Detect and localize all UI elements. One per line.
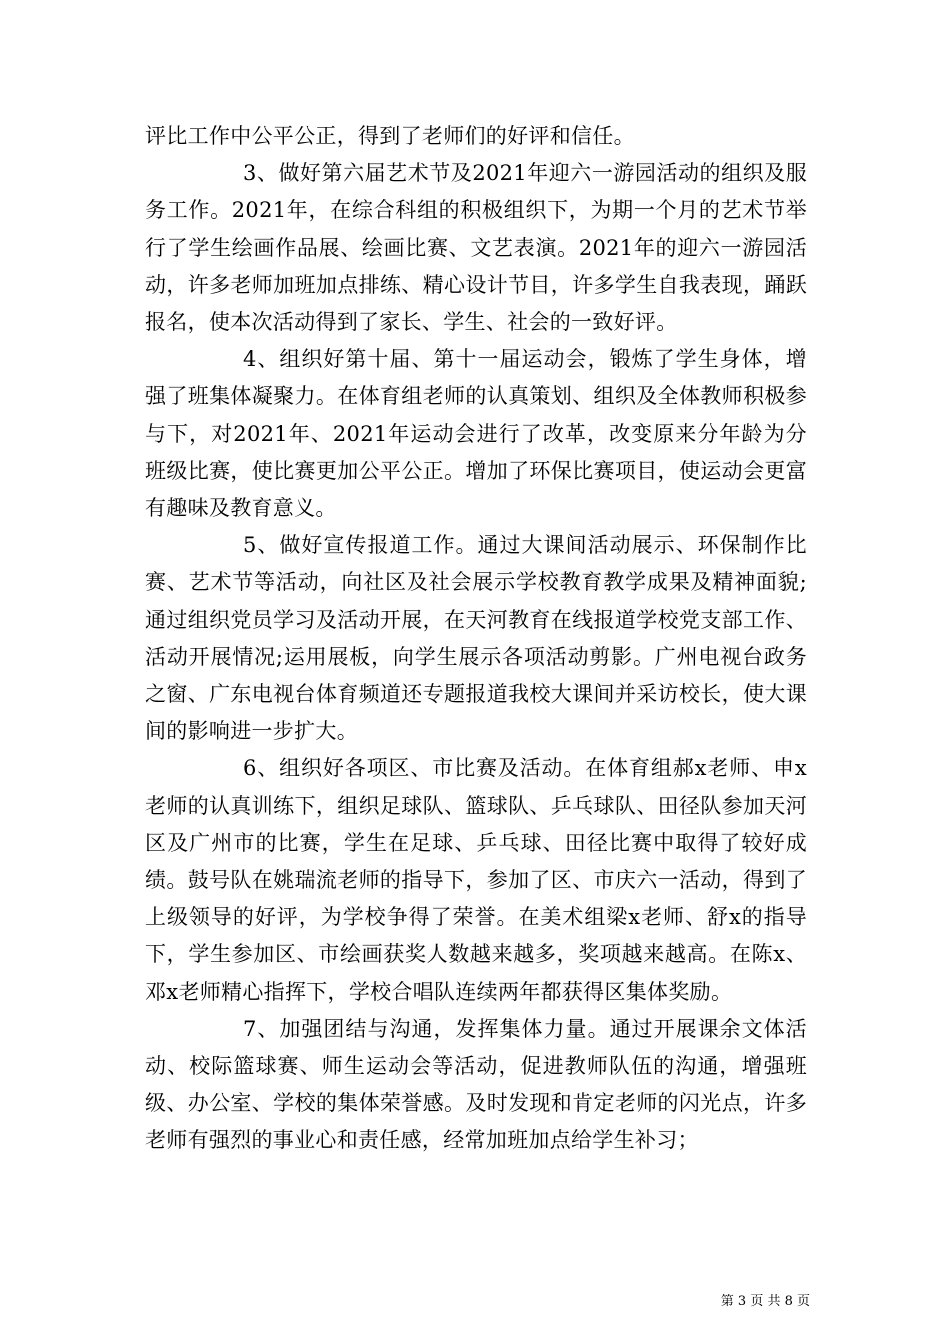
paragraph-item-6: 6、组织好各项区、市比赛及活动。在体育组郝x老师、申x老师的认真训练下，组织足球队、篮球队、乒乓球队、田径队参加天河区及广州市的比赛，学生在足球、乒乓球、田径比赛中取得了较好成绩。鼓号队在姚瑞流老师的指导下，参加了区、市庆六一活动，得到了上级领导的好评，为学校争得了荣誉。在美术组梁x老师、舒x的指导下，学生参加区、市绘画获奖人数越来越多，奖项越来越高。在陈x、邓x老师精心指挥下，学校合唱队连续两年都获得区集体奖励。: [145, 756, 807, 1004]
page-number-footer: 第 3 页 共 8 页: [720, 1294, 810, 1309]
paragraph-item-4: 4、组织好第十届、第十一届运动会，锻炼了学生身体，增强了班集体凝聚力。在体育组老师的认真策划、组织及全体教师积极参与下，对2021年、2021年运动会进行了改革，改变原来分年龄为分班级比赛，使比赛更加公平公正。增加了环保比赛项目，使运动会更富有趣味及教育意义。: [145, 347, 807, 521]
paragraph-item-5: 5、做好宣传报道工作。通过大课间活动展示、环保制作比赛、艺术节等活动，向社区及社会展示学校教育教学成果及精神面貌;通过组织党员学习及活动开展，在天河教育在线报道学校党支部工作、活动开展情况;运用展板，向学生展示各项活动剪影。广州电视台政务之窗、广东电视台体育频道还专题报道我校大课间并采访校长，使大课间的影响进一步扩大。: [145, 533, 807, 744]
paragraph-item-7: 7、加强团结与沟通，发挥集体力量。通过开展课余文体活动、校际篮球赛、师生运动会等活动，促进教师队伍的沟通，增强班级、办公室、学校的集体荣誉感。及时发现和肯定老师的闪光点，许多老师有强烈的事业心和责任感，经常加班加点给学生补习；: [145, 1016, 807, 1153]
paragraph-item-3: 3、做好第六届艺术节及2021年迎六一游园活动的组织及服务工作。2021年，在综合科组的积极组织下，为期一个月的艺术节举行了学生绘画作品展、绘画比赛、文艺表演。2021年的迎六一游园活动，许多老师加班加点排练、精心设计节目，许多学生自我表现，踊跃报名，使本次活动得到了家长、学生、社会的一致好评。: [145, 161, 807, 335]
body-text: [145, 118, 807, 1160]
paragraph-continuation: 评比工作中公平公正，得到了老师们的好评和信任。: [145, 124, 635, 148]
